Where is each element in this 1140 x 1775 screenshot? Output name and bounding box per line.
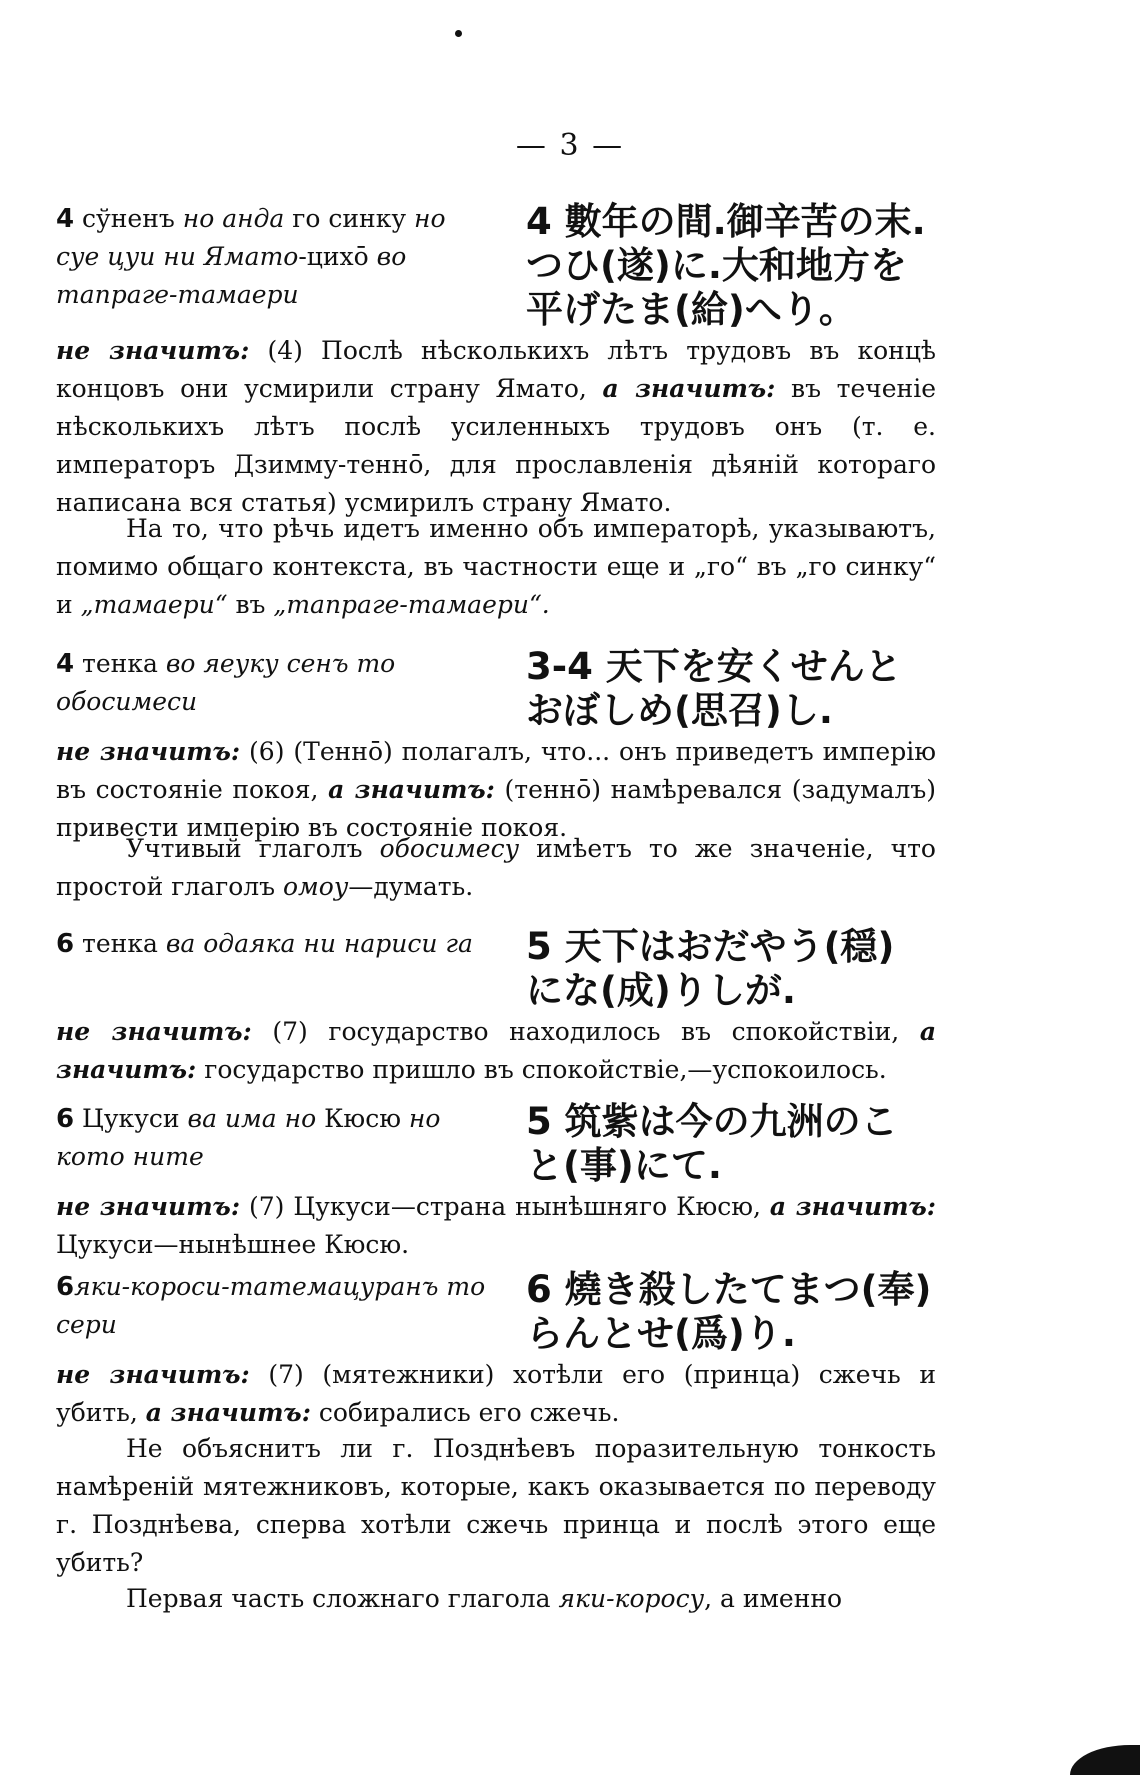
entry-4-explanation: не значитъ: (7) Цукуси—страна нынѣшняго Кюсю, а значитъ: Цукуси—нынѣшнее Кюсю.	[56, 1192, 937, 1259]
entry-1	[56, 200, 936, 522]
entry-3-romaji: 6 тенка ва одаяка ни нариси га	[56, 929, 473, 959]
entry-1-explanation: не значитъ: (4) Послѣ нѣсколькихъ лѣтъ трудовъ въ концѣ концовъ они усмирили страну Ямато, а значитъ: въ теченіе нѣсколькихъ лѣтъ послѣ усиленныхъ трудовъ онъ (т. е. императоръ Дзимму-теннō, для прославленія дѣяній котораго написана вся статья) усмирилъ страну Ямато.	[56, 336, 937, 517]
entry-3-explanation: не значитъ: (7) государство находилось въ спокойствіи, а значитъ: государство пришло въ спокойствіе,—успокоилось.	[56, 1017, 937, 1084]
entry-2-japanese: 3-4 天下を安くせんと おぼしめ(思召)し.	[526, 645, 902, 732]
entry-2-romaji: 4 тенка во яеуку сенъ то обосимеси	[56, 649, 396, 716]
entry-4-romaji: 6 Цукуси ва има но Кюсю но кото ните	[56, 1104, 441, 1171]
print-speck	[455, 30, 462, 37]
entry-5	[56, 1268, 936, 1432]
entry-5-explanation: не значитъ: (7) (мятежники) хотѣли его (принца) сжечь и убить, а значитъ: собирались его сжечь.	[56, 1360, 936, 1427]
entry-1-japanese: 4 數年の間.御辛苦の末. つひ(遂)に.大和地方を 平げたま(給)へり。	[526, 200, 926, 331]
entry-5-japanese: 6 燒き殺したてまつ(奉) らんとせ(爲)り.	[526, 1268, 932, 1355]
page-number: — 3 —	[515, 128, 625, 163]
entry-3-japanese: 5 天下はおだやう(穏) にな(成)りしが.	[526, 925, 895, 1012]
entry-1-romaji: 4 сўненъ но анда го синку но суе цуи ни Ямато-цихō во тапраге-тамаери	[56, 204, 446, 309]
paragraph-3: Не объяснитъ ли г. Позднѣевъ поразительную тонкость намѣреній мятежниковъ, которые, какъ оказывается по переводу г. Позднѣева, сперва хотѣли сжечь принца и послѣ этого еще убить?	[56, 1434, 936, 1577]
entry-5-romaji: 6яки-короси-татемацуранъ то сери	[56, 1272, 486, 1339]
paragraph-4: Первая часть сложнаго глагола яки-коросу, а именно	[126, 1584, 843, 1613]
entry-4-japanese: 5 筑紫は今の九洲のこ と(事)にて.	[526, 1100, 898, 1187]
page-edge-shadow	[1070, 1745, 1140, 1775]
entry-2-explanation: не значитъ: (6) (Теннō) полагалъ, что... онъ приведетъ имперію въ состояніе покоя, а значитъ: (теннō) намѣревался (задумалъ) привести имперію въ состояніе покоя.	[56, 737, 937, 842]
paragraph-1: На то, что рѣчь идетъ именно объ императорѣ, указываютъ, помимо общаго контекста, въ частности еще и „го“ въ „го синку“ и „тамаери“ въ „тапраге-тамаери“.	[56, 514, 936, 619]
entry-2	[56, 645, 936, 847]
entry-3	[56, 925, 936, 1089]
entry-4	[56, 1100, 936, 1264]
paragraph-2: Учтивый глаголъ обосимесу имѣетъ то же значеніе, что простой глаголъ омоу—думать.	[56, 834, 936, 901]
